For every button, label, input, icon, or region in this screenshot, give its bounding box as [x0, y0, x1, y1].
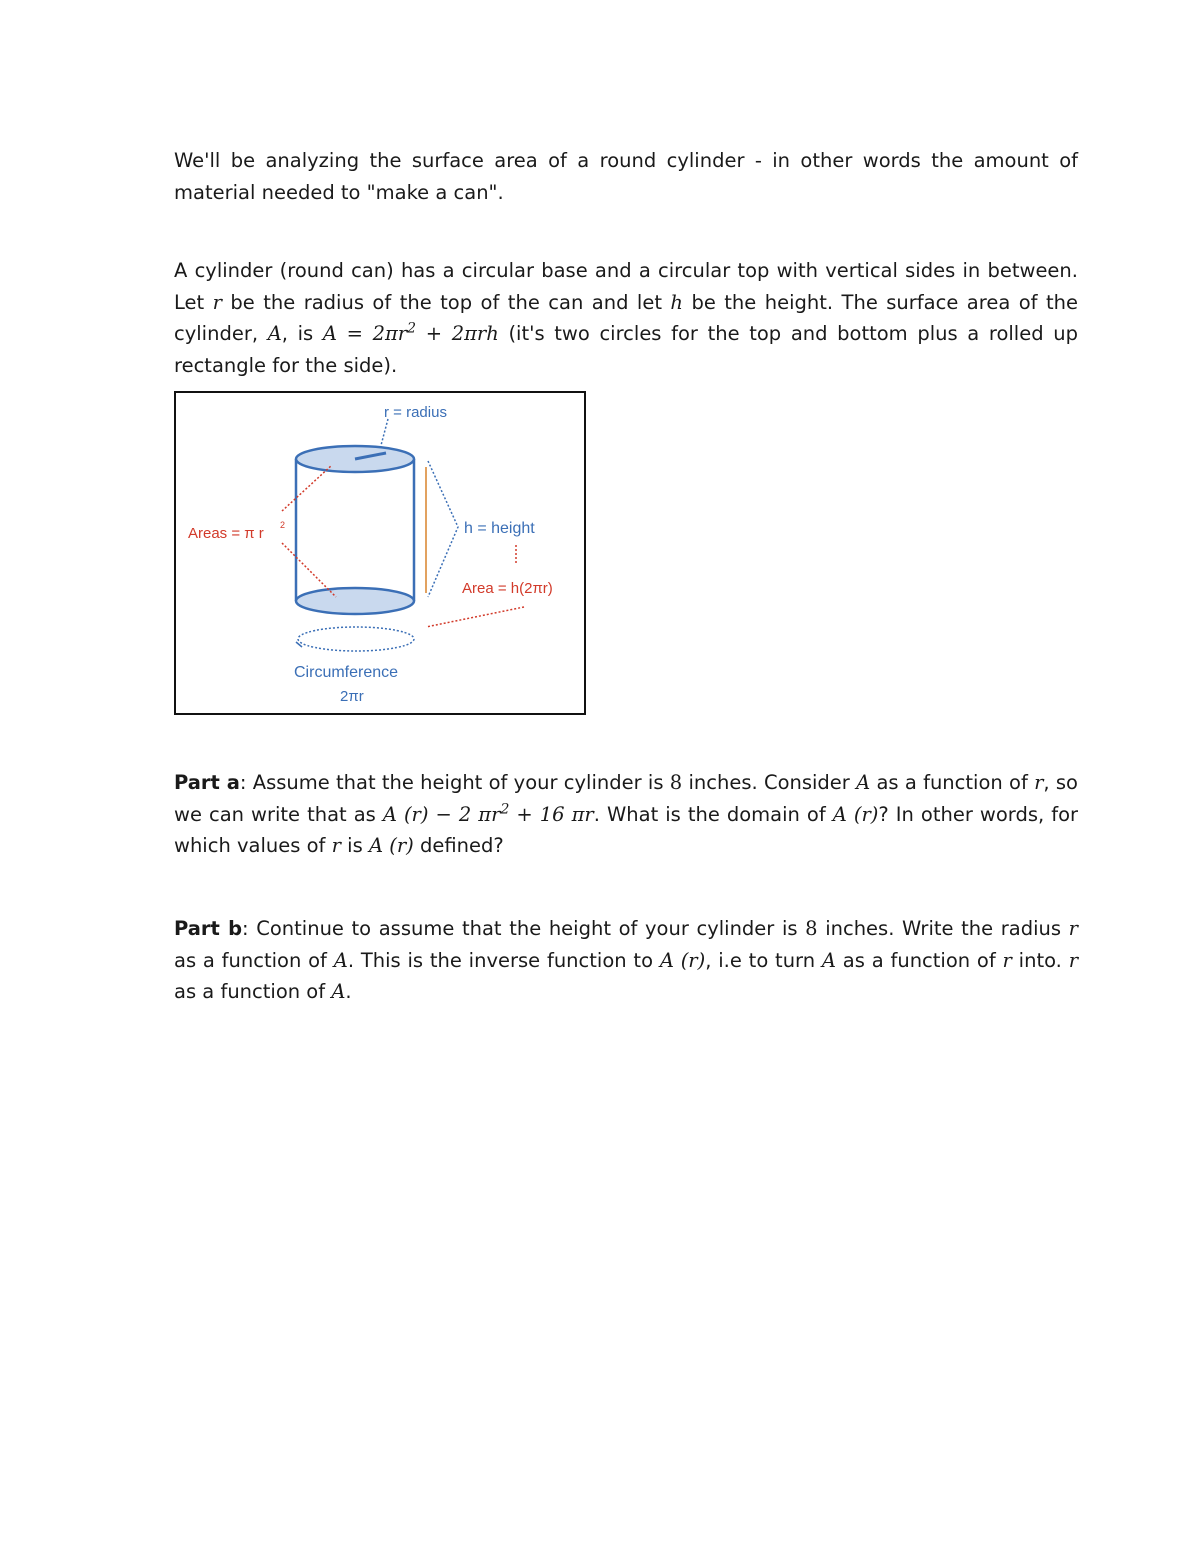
math-8: 8 [805, 917, 818, 940]
side-area-label: Area = h(2πr) [462, 580, 553, 597]
formula-part: + 16 πr [509, 802, 594, 826]
text: . [345, 980, 352, 1003]
height-label: h = height [464, 520, 535, 537]
text: . What is the domain of [593, 802, 833, 826]
text: , is [281, 322, 323, 345]
text: is [340, 834, 369, 857]
text: : Assume that the height of your cylinder is [239, 771, 670, 794]
radius-label: r = radius [384, 404, 447, 421]
formula-rhs: + 2πrh [416, 322, 499, 345]
areas-exponent: 2 [280, 520, 286, 530]
text: be the height. The surface area of the cylinder, [174, 290, 1078, 345]
math-8: 8 [669, 771, 683, 794]
formula-exponent: 2 [500, 801, 510, 817]
math-r: r [1034, 771, 1044, 794]
math-r: r [212, 290, 222, 314]
formula-lhs: A = 2πr [322, 322, 408, 345]
text: as a function of [174, 948, 334, 972]
math-A-of-r: A (r) [832, 802, 879, 826]
circumference-label: Circumference [294, 664, 399, 681]
math-A: A [331, 980, 346, 1003]
text: , so we can write that as [174, 771, 1078, 826]
surface-area-formula [323, 322, 499, 345]
text: : Continue to assume that the height of your cylinder is [242, 917, 806, 940]
areas-arrow-bottom [282, 543, 336, 597]
formula-exponent: 2 [407, 320, 417, 337]
cylinder-paragraph [174, 255, 1078, 381]
text: inches. Write the radius [817, 917, 1069, 940]
math-A-of-r: A (r) [368, 834, 414, 857]
area-function-formula [383, 803, 594, 826]
math-h: h [670, 290, 683, 314]
text: (it's two circles for the top and bottom plus a rolled up rectangle for the side). [174, 322, 1078, 377]
intro-paragraph: We'll be analyzing the surface area of a round cylinder - in other words the amount of material needed to "make a can". [174, 149, 1078, 204]
math-r: r [1002, 948, 1012, 972]
text: as a function of [174, 980, 332, 1003]
circumference-value: 2πr [340, 688, 364, 705]
math-A: A [267, 322, 282, 345]
height-bracket [428, 461, 458, 597]
text: . This is the inverse function to [347, 948, 660, 972]
side-area-arrow-left [426, 607, 524, 627]
math-A-of-r: A (r) [659, 948, 706, 972]
cylinder-diagram [176, 393, 584, 713]
text: , i.e to turn [705, 948, 822, 972]
text: ? In other words, for which values of [174, 802, 1079, 857]
part-b-paragraph [174, 913, 1078, 1008]
text: defined? [413, 834, 504, 857]
text: as a function of [870, 771, 1035, 794]
text: be the radius of the top of the can and let [221, 290, 671, 314]
math-A: A [333, 948, 348, 972]
part-b-label: Part b [174, 917, 243, 940]
areas-label: Areas = π r [188, 525, 264, 542]
part-a-paragraph [174, 767, 1078, 862]
formula-part: A (r) − 2 πr [382, 802, 501, 826]
bottom-circle [296, 588, 414, 614]
circumference-ellipse [298, 627, 414, 651]
text: A cylinder (round can) has a circular base and a circular top with vertical sides in between. Let [174, 259, 1078, 314]
radius-pointer [380, 419, 388, 449]
part-a-label: Part a [174, 771, 240, 794]
cylinder-figure [174, 391, 586, 715]
text: into. [1011, 948, 1069, 972]
math-r: r [1068, 917, 1078, 940]
areas-arrow-top [282, 465, 332, 511]
text: as a function of [836, 948, 1003, 972]
text: inches. Consider [682, 771, 857, 794]
math-r: r [1068, 948, 1079, 972]
math-A: A [856, 771, 871, 794]
math-r: r [331, 834, 341, 857]
math-A: A [821, 948, 836, 972]
